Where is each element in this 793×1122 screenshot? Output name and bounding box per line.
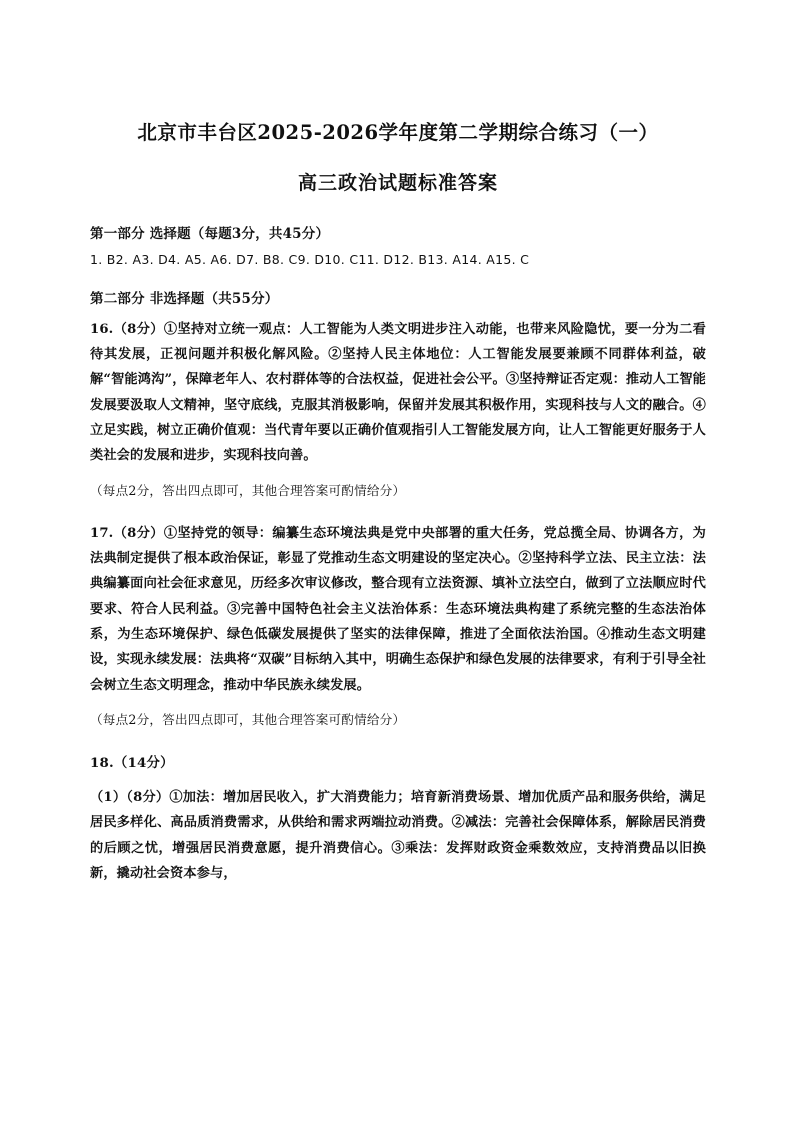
answer-16-text (90, 317, 706, 469)
answer-18-heading: 18.（14分） (90, 755, 174, 772)
document-content (90, 118, 706, 890)
page-title: 北京市丰台区2025-2026学年度第二学期综合练习（一） (137, 121, 659, 144)
answer-17-note: （每点2分，答出四点即可，其他合理答案可酌情给分） (90, 712, 406, 728)
part-two-heading: 第二部分 非选择题（共55分） (90, 290, 279, 307)
part-one-heading: 第一部分 选择题（每题3分，共45分） (90, 225, 330, 242)
answer-block-17 (90, 521, 706, 732)
answer-16-number: 16. (90, 321, 114, 337)
answer-17-number: 17. (90, 525, 114, 541)
answer-18-sub-body: ①加法：增加居民收入，扩大消费能力；培育新消费场景、增加优质产品和服务供给，满足居民多样化、高品质消费需求，从供给和需求两端拉动消费。②减法：完善社会保障体系，解除居民消费的后顾之忧，增强居民消费意愿，提升消费信心。③乘法：发挥财政资金乘数效应，支持消费品以旧换新，撬动社会资本参与， (90, 790, 706, 882)
answer-16-score: （8分） (113, 321, 164, 337)
answer-17-text (90, 521, 706, 698)
answer-17-body: ①坚持党的领导：编纂生态环境法典是党中央部署的重大任务，党总揽全局、协调各方，为法典制定提供了根本政治保证，彰显了党推动生态文明建设的坚定决心。②坚持科学立法、民主立法：法典编纂面向社会征求意见，历经多次审议修改，整合现有立法资源、填补立法空白，做到了立法顺应时代要求、符合人民利益。③完善中国特色社会主义法治体系：生态环境法典构建了系统完整的生态法治体系，为生态环境保护、绿色低碳发展提供了坚实的法律保障，推进了全面依法治国。④推动生态文明建设，实现永续发展：法典将“双碳”目标纳入其中，明确生态保护和绿色发展的法律要求，有利于引导全社会树立生态文明理念，推动中华民族永续发展。 (90, 525, 706, 693)
page-subtitle: 高三政治试题标准答案 (297, 172, 498, 195)
answer-block-16 (90, 317, 706, 503)
answer-16-note: （每点2分，答出四点即可，其他合理答案可酌情给分） (90, 482, 406, 498)
answer-18-sub-text (90, 785, 706, 886)
answer-block-18 (90, 752, 706, 886)
answer-18-sub-label: （1）（8分） (90, 790, 170, 806)
choice-answers: 1. B2. A3. D4. A5. A6. D7. B8. C9. D10. C11. D12. B13. A14. A15. C (90, 251, 530, 267)
answer-17-score: （8分） (113, 525, 164, 541)
answer-16-body: ①坚持对立统一观点：人工智能为人类文明进步注入动能，也带来风险隐忧，要一分为二看待其发展，正视问题并积极化解风险。②坚持人民主体地位：人工智能发展要兼顾不同群体利益，破解“智能鸿沟”，保障老年人、农村群体等的合法权益，促进社会公平。③坚持辩证否定观：推动人工智能发展要汲取人文精神，坚守底线，克服其消极影响，保留并发展其积极作用，实现科技与人文的融合。④立足实践，树立正确价值观：当代青年要以正确价值观指引人工智能发展方向，让人工智能更好服务于人类社会的发展和进步，实现科技向善。 (90, 321, 706, 464)
